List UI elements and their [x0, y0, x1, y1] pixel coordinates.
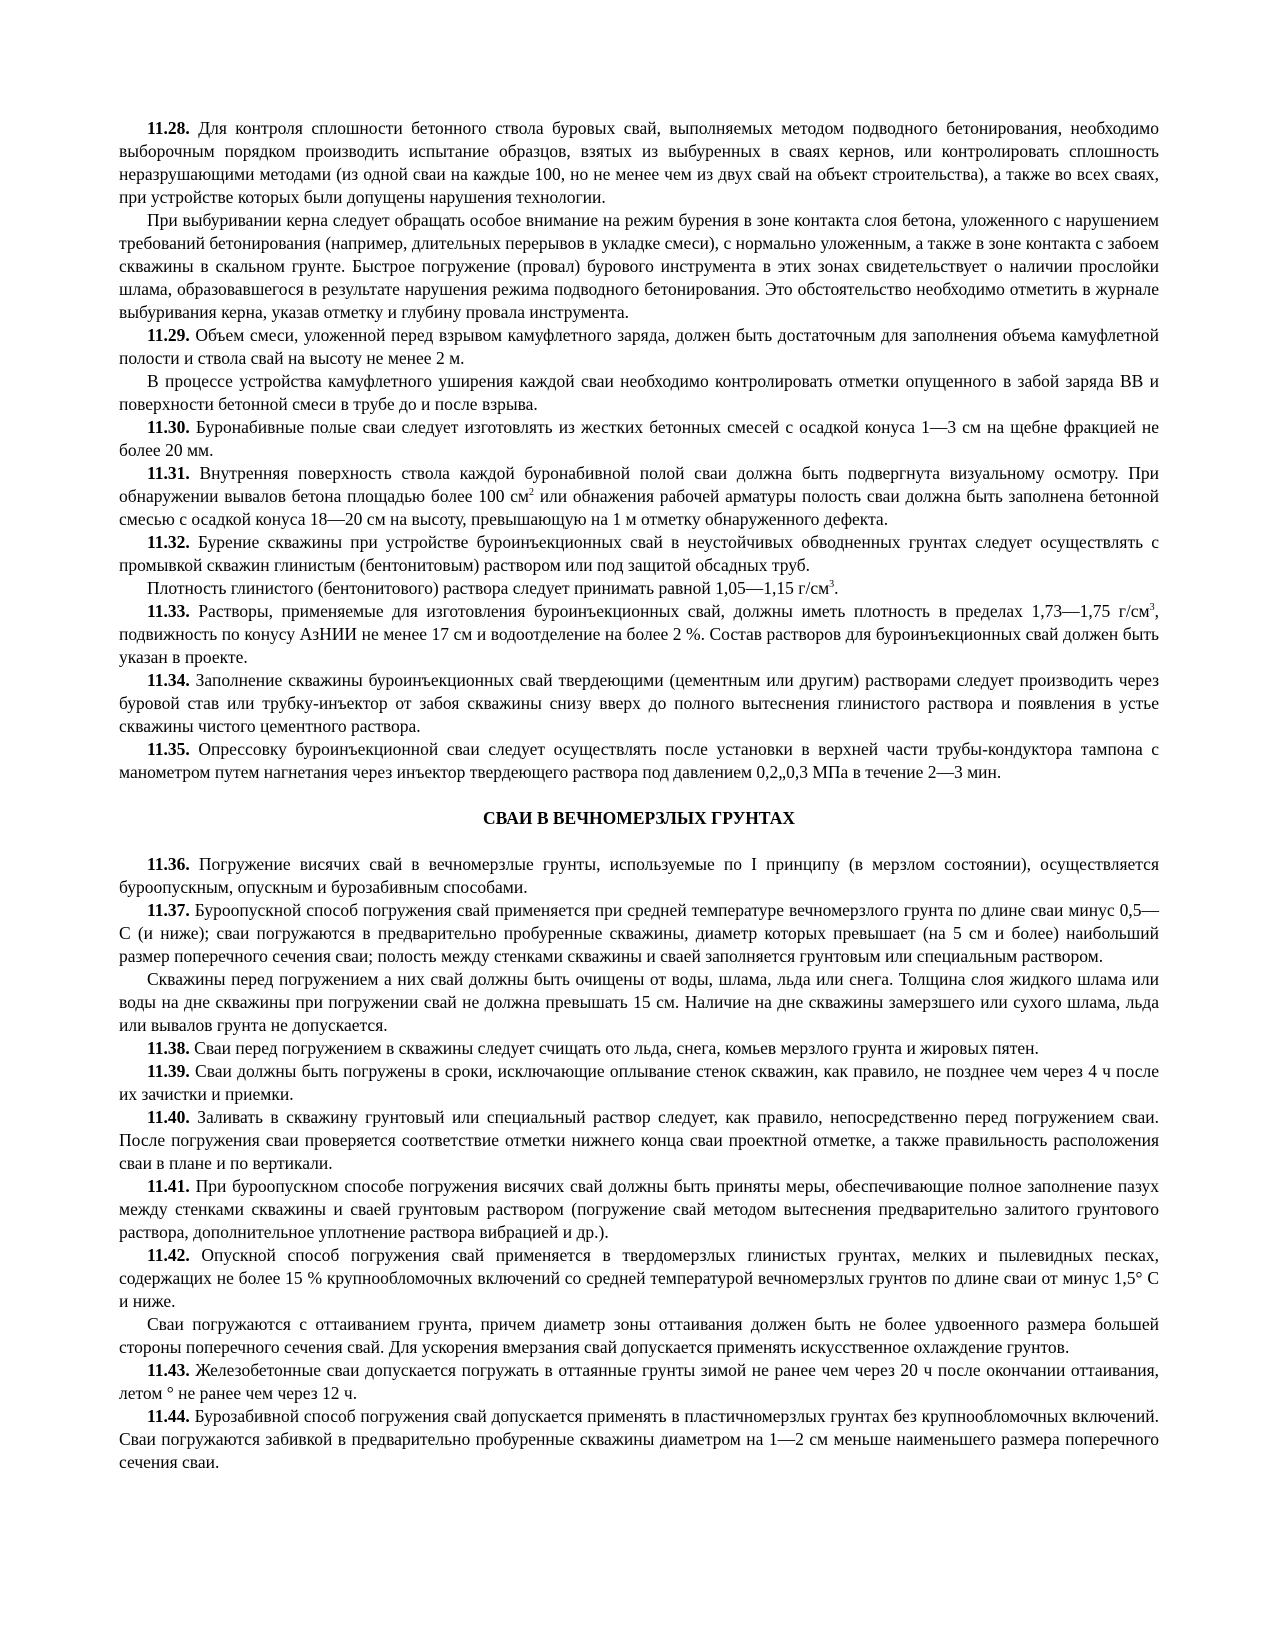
paragraph [119, 577, 1159, 600]
clause-number: 11.38. [147, 1038, 190, 1058]
paragraph [119, 1037, 1159, 1060]
paragraph-text: Сваи должны быть погружены в сроки, исключающие оплывание стенок скважин, как правило, не позднее чем через 4 ч после их зачистки и приемки. [119, 1061, 1159, 1104]
paragraph-text: Плотность глинистого (бентонитового) раствора следует принимать равной 1,05—1,15 г/см [147, 578, 830, 598]
paragraph [119, 209, 1159, 324]
paragraph-text: Сваи перед погружением в скважины следует счищать ото льда, снега, комьев мерзлого грунта и жировых пятен. [194, 1038, 1039, 1058]
paragraph [119, 1060, 1159, 1106]
paragraph [119, 1106, 1159, 1175]
paragraph-text: , подвижность по конусу АзНИИ не менее 17 см и водоотделение на более 2 %. Состав растворов для буроинъекционных свай должен быть указан в проекте. [119, 601, 1159, 667]
clause-number: 11.33. [147, 601, 190, 621]
paragraph [119, 1359, 1159, 1405]
section-after [119, 853, 1159, 1474]
paragraph [119, 1175, 1159, 1244]
clause-number: 11.34. [147, 670, 190, 690]
paragraph [119, 1244, 1159, 1313]
clause-number: 11.31. [147, 463, 190, 483]
clause-number: 11.41. [147, 1176, 190, 1196]
superscript: 3 [829, 579, 835, 591]
paragraph-text: Буроопускной способ погружения свай применяется при средней температуре вечномерзлого грунта по длине сваи минус 0,5— С (и ниже); сваи погружаются в предварительно пробуренные скважины, диаметр которых превышает (на 5 см и более) наибольший размер поперечного сечения сваи; полость между стенками скважины и сваей заполняется грунтовым или специальным раствором. [119, 900, 1159, 966]
paragraph-text: При буроопускном способе погружения висячих свай должны быть приняты меры, обеспечивающие полное заполнение пазух между стенками скважины и сваей грунтовым раствором (погружение свай методом вытеснения предварительно залитого грунтового раствора, дополнительное уплотнение раствора вибрацией и др.). [119, 1176, 1159, 1242]
clause-number: 11.37. [147, 900, 190, 920]
paragraph-text: При выбуривании керна следует обращать особое внимание на режим бурения в зоне контакта слоя бетона, уложенного с нарушением требований бетонирования (например, длительных перерывов в укладке смеси), с нормально уложенным, а также в зоне контакта с забоем скважины в скальном грунте. Быстрое погружение (провал) бурового инструмента в этих зонах свидетельствует о наличии прослойки шлама, образовавшегося в результате нарушения режима подводного бетонирования. Это обстоятельство необходимо отметить в журнале выбуривания керна, указав отметку и глубину провала инструмента. [119, 210, 1159, 322]
clause-number: 11.28. [147, 118, 190, 138]
paragraph-text: Для контроля сплошности бетонного ствола буровых свай, выполняемых методом подводного бетонирования, необходимо выборочным порядком производить испытание образцов, взятых из выбуренных в сваях кернов, или контролировать сплошность неразрушающими методами (из одной сваи на каждые 100, но не менее чем из двух свай на объект строительства), а также во всех сваях, при устройстве которых были допущены нарушения технологии. [119, 118, 1159, 207]
paragraph-text: . [834, 578, 839, 598]
clause-number: 11.39. [147, 1061, 190, 1081]
paragraph [119, 416, 1159, 462]
paragraph [119, 600, 1159, 669]
paragraph-text: Заливать в скважину грунтовый или специальный раствор следует, как правило, непосредственно перед погружением сваи. После погружения сваи проверяется соответствие отметки нижнего конца сваи проектной отметке, а также правильность расположения сваи в плане и по вертикали. [119, 1107, 1160, 1173]
paragraph-text: Скважины перед погружением а них свай должны быть очищены от воды, шлама, льда или снега. Толщина слоя жидкого шлама или воды на дне скважины при погружении свай не должна превышать 15 см. Наличие на дне скважины замерзшего или сухого шлама, льда или вывалов грунта не допускается. [119, 969, 1159, 1035]
paragraph [119, 324, 1159, 370]
paragraph [119, 117, 1159, 209]
paragraph-text: Растворы, применяемые для изготовления буроинъекционных свай, должны иметь плотность в пределах 1,73—1,75 г/см [198, 601, 1150, 621]
paragraph-text: Погружение висячих свай в вечномерзлые грунты, используемые по I принципу (в мерзлом состоянии), осуществляется буроопускным, опускным и бурозабивным способами. [119, 854, 1159, 897]
paragraph-text: Опрессовку буроинъекционной сваи следует осуществлять после установки в верхней части трубы-кондуктора тампона с манометром путем нагнетания через инъектор твердеющего раствора под давлением 0,2„0,3 МПа в течение 2—3 мин. [119, 739, 1159, 782]
paragraph-text: Бурозабивной способ погружения свай допускается применять в пластичномерзлых грунтах без крупнообломочных включений. Сваи погружаются забивкой в предварительно пробуренные скважины диаметром на 1—2 см меньше наименьшего размера поперечного сечения сваи. [119, 1406, 1160, 1472]
paragraph-text: Внутренняя поверхность ствола каждой буронабивной полой сваи должна быть подвергнута визуальному осмотру. При обнаружении вывалов бетона площадью более 100 см [119, 463, 1160, 506]
clause-number: 11.40. [147, 1107, 190, 1127]
paragraph [119, 968, 1159, 1037]
paragraph-text: Железобетонные сваи допускается погружать в оттаянные грунты зимой не ранее чем через 20 ч после окончании оттаивания, летом ° не ранее чем через 12 ч. [119, 1360, 1160, 1403]
clause-number: 11.29. [147, 325, 190, 345]
clause-number: 11.30. [147, 417, 190, 437]
superscript: 2 [529, 487, 534, 499]
paragraph-text: Объем смеси, уложенной перед взрывом камуфлетного заряда, должен быть достаточным для заполнения объема камуфлетной полости и ствола свай на высоту не менее 2 м. [119, 325, 1159, 368]
paragraph [119, 531, 1159, 577]
clause-number: 11.43. [147, 1360, 190, 1380]
superscript: 3 [1149, 602, 1155, 614]
section-before [119, 117, 1159, 784]
document-body [119, 117, 1159, 1474]
clause-number: 11.44. [147, 1406, 190, 1426]
paragraph-text: В процессе устройства камуфлетного уширения каждой сваи необходимо контролировать отметки опущенного в забой заряда ВВ и поверхности бетонной смеси в трубе до и после взрыва. [119, 371, 1159, 414]
paragraph [119, 1313, 1159, 1359]
paragraph-text: Сваи погружаются с оттаиванием грунта, причем диаметр зоны оттаивания должен быть не более удвоенного размера большей стороны поперечного сечения свай. Для ускорения вмерзания свай допускается применять искусственное охлаждение грунтов. [119, 1314, 1159, 1357]
clause-number: 11.35. [147, 739, 190, 759]
clause-number: 11.32. [147, 532, 190, 552]
paragraph [119, 370, 1159, 416]
paragraph [119, 669, 1159, 738]
paragraph-text: Бурение скважины при устройстве буроинъекционных свай в неустойчивых обводненных грунтах следует осуществлять с промывкой скважин глинистым (бентонитовым) раствором или под защитой обсадных труб. [119, 532, 1159, 575]
paragraph-text: Заполнение скважины буроинъекционных свай твердеющими (цементным или другим) растворами следует производить через буровой став или трубку-инъектор от забоя скважины снизу вверх до полного вытеснения глинистого раствора и появления в устье скважины чистого цементного раствора. [119, 670, 1159, 736]
paragraph-text: Буронабивные полые сваи следует изготовлять из жестких бетонных смесей с осадкой конуса 1—3 см на щебне фракцией не более 20 мм. [119, 417, 1159, 460]
paragraph [119, 738, 1159, 784]
paragraph-text: или обнажения рабочей арматуры полость сваи должна быть заполнена бетонной смесью с осадкой конуса 18—20 см на высоту, превышающую на 1 м отметку обнаруженного дефекта. [119, 486, 1160, 529]
paragraph [119, 462, 1159, 531]
paragraph [119, 1405, 1159, 1474]
clause-number: 11.36. [147, 854, 190, 874]
clause-number: 11.42. [147, 1245, 190, 1265]
paragraph [119, 853, 1159, 899]
paragraph-text: Опускной способ погружения свай применяется в твердомерзлых глинистых грунтах, мелких и пылевидных песках, содержащих не более 15 % крупнообломочных включений со средней температурой вечномерзлых грунтов по длине сваи от минус 1,5° С и ниже. [119, 1245, 1160, 1311]
paragraph [119, 899, 1159, 968]
section-heading: СВАИ В ВЕЧНОМЕРЗЛЫХ ГРУНТАХ [482, 808, 795, 828]
